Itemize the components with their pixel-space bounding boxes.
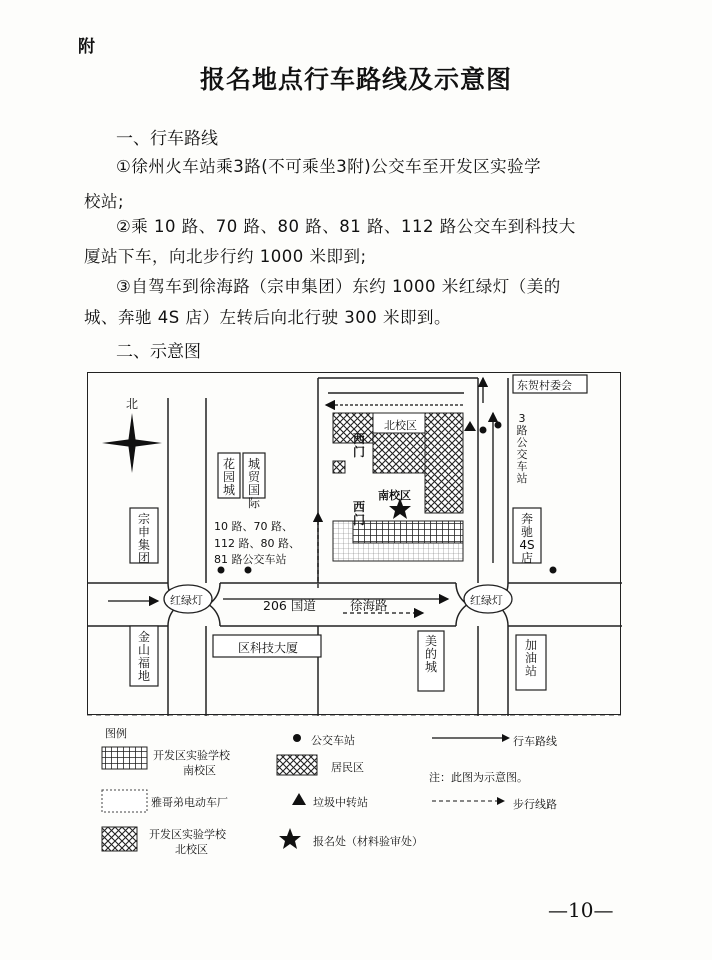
dongjia-label: 东贺村委会: [517, 379, 572, 392]
legend-note: 注：此图为示意图。: [429, 771, 528, 784]
road-xuhai-label: 徐海路: [350, 598, 388, 613]
south-campus-label: 南校区: [378, 489, 411, 502]
transfer-station-icon: [464, 421, 476, 431]
section-heading-map: 二、示意图: [116, 342, 201, 362]
legend-north-line2: 北校区: [175, 843, 208, 856]
jinshan-label: 金山福地: [137, 630, 150, 683]
legend-north-line1: 开发区实验学校: [149, 828, 226, 841]
map-legend: [87, 715, 621, 865]
gas-label: 加油站: [524, 638, 537, 678]
keji-label: 区科技大厦: [238, 641, 299, 655]
legend-residential: 居民区: [331, 761, 364, 774]
bus-stop-line2: 112 路、80 路、: [214, 537, 300, 550]
route2-line2: 厦站下车，向北步行约 1000 米即到;: [84, 247, 367, 266]
legend-south-line2: 南校区: [183, 764, 216, 777]
traffic-light-left-label: 红绿灯: [170, 594, 203, 607]
legend-south-line1: 开发区实验学校: [153, 749, 230, 762]
route1-line2: 校站;: [84, 192, 125, 211]
legend-factory: 雅哥弟电动车厂: [151, 796, 228, 809]
page-title: 报名地点行车路线及示意图: [199, 65, 512, 94]
section-heading-route: 一、行车路线: [116, 129, 218, 149]
benchi-label: 奔驰4S店: [519, 512, 535, 565]
bus-stop-line1: 10 路、70 路、: [214, 520, 293, 533]
traffic-light-right-label: 红绿灯: [470, 594, 503, 607]
attachment-label: 附: [78, 37, 95, 57]
map-drawing: [88, 373, 622, 716]
west-gate-south: 西门: [352, 500, 365, 527]
huayuan-label: 花园城: [222, 457, 235, 497]
route3-line2: 城、奔驰 4S 店）左转后向北行驶 300 米即到。: [84, 308, 451, 327]
north-label: 北: [126, 397, 139, 411]
legend-transfer: 垃圾中转站: [313, 796, 368, 809]
bus-stop-line3: 81 路公交车站: [214, 553, 287, 566]
route3-stop-label: 3路公交车站: [516, 412, 528, 485]
route-map: [87, 372, 621, 715]
legend-drive-route: 行车路线: [513, 735, 557, 748]
legend-walk-route: 步行线路: [513, 798, 557, 811]
north-campus-label: 北校区: [384, 419, 417, 432]
legend-bus-stop: 公交车站: [311, 734, 355, 747]
road-206-label: 206 国道: [263, 598, 316, 613]
legend-title: 图例: [105, 727, 127, 740]
west-gate-north: 西门: [352, 432, 365, 459]
meide-label: 美的城: [424, 634, 437, 674]
zongshen-label: 宗申集团: [137, 512, 150, 565]
page-number: —10—: [548, 898, 614, 922]
legend-registration: 报名处（材料验审处）: [313, 835, 423, 848]
route3-line1: ③自驾车到徐海路（宗申集团）东约 1000 米红绿灯（美的: [116, 277, 561, 296]
route1-line1: ①徐州火车站乘3路(不可乘坐3附)公交车至开发区实验学: [116, 157, 542, 176]
chengmao-label: 城贸国际: [247, 457, 260, 510]
route2-line1: ②乘 10 路、70 路、80 路、81 路、112 路公交车到科技大: [116, 217, 576, 236]
